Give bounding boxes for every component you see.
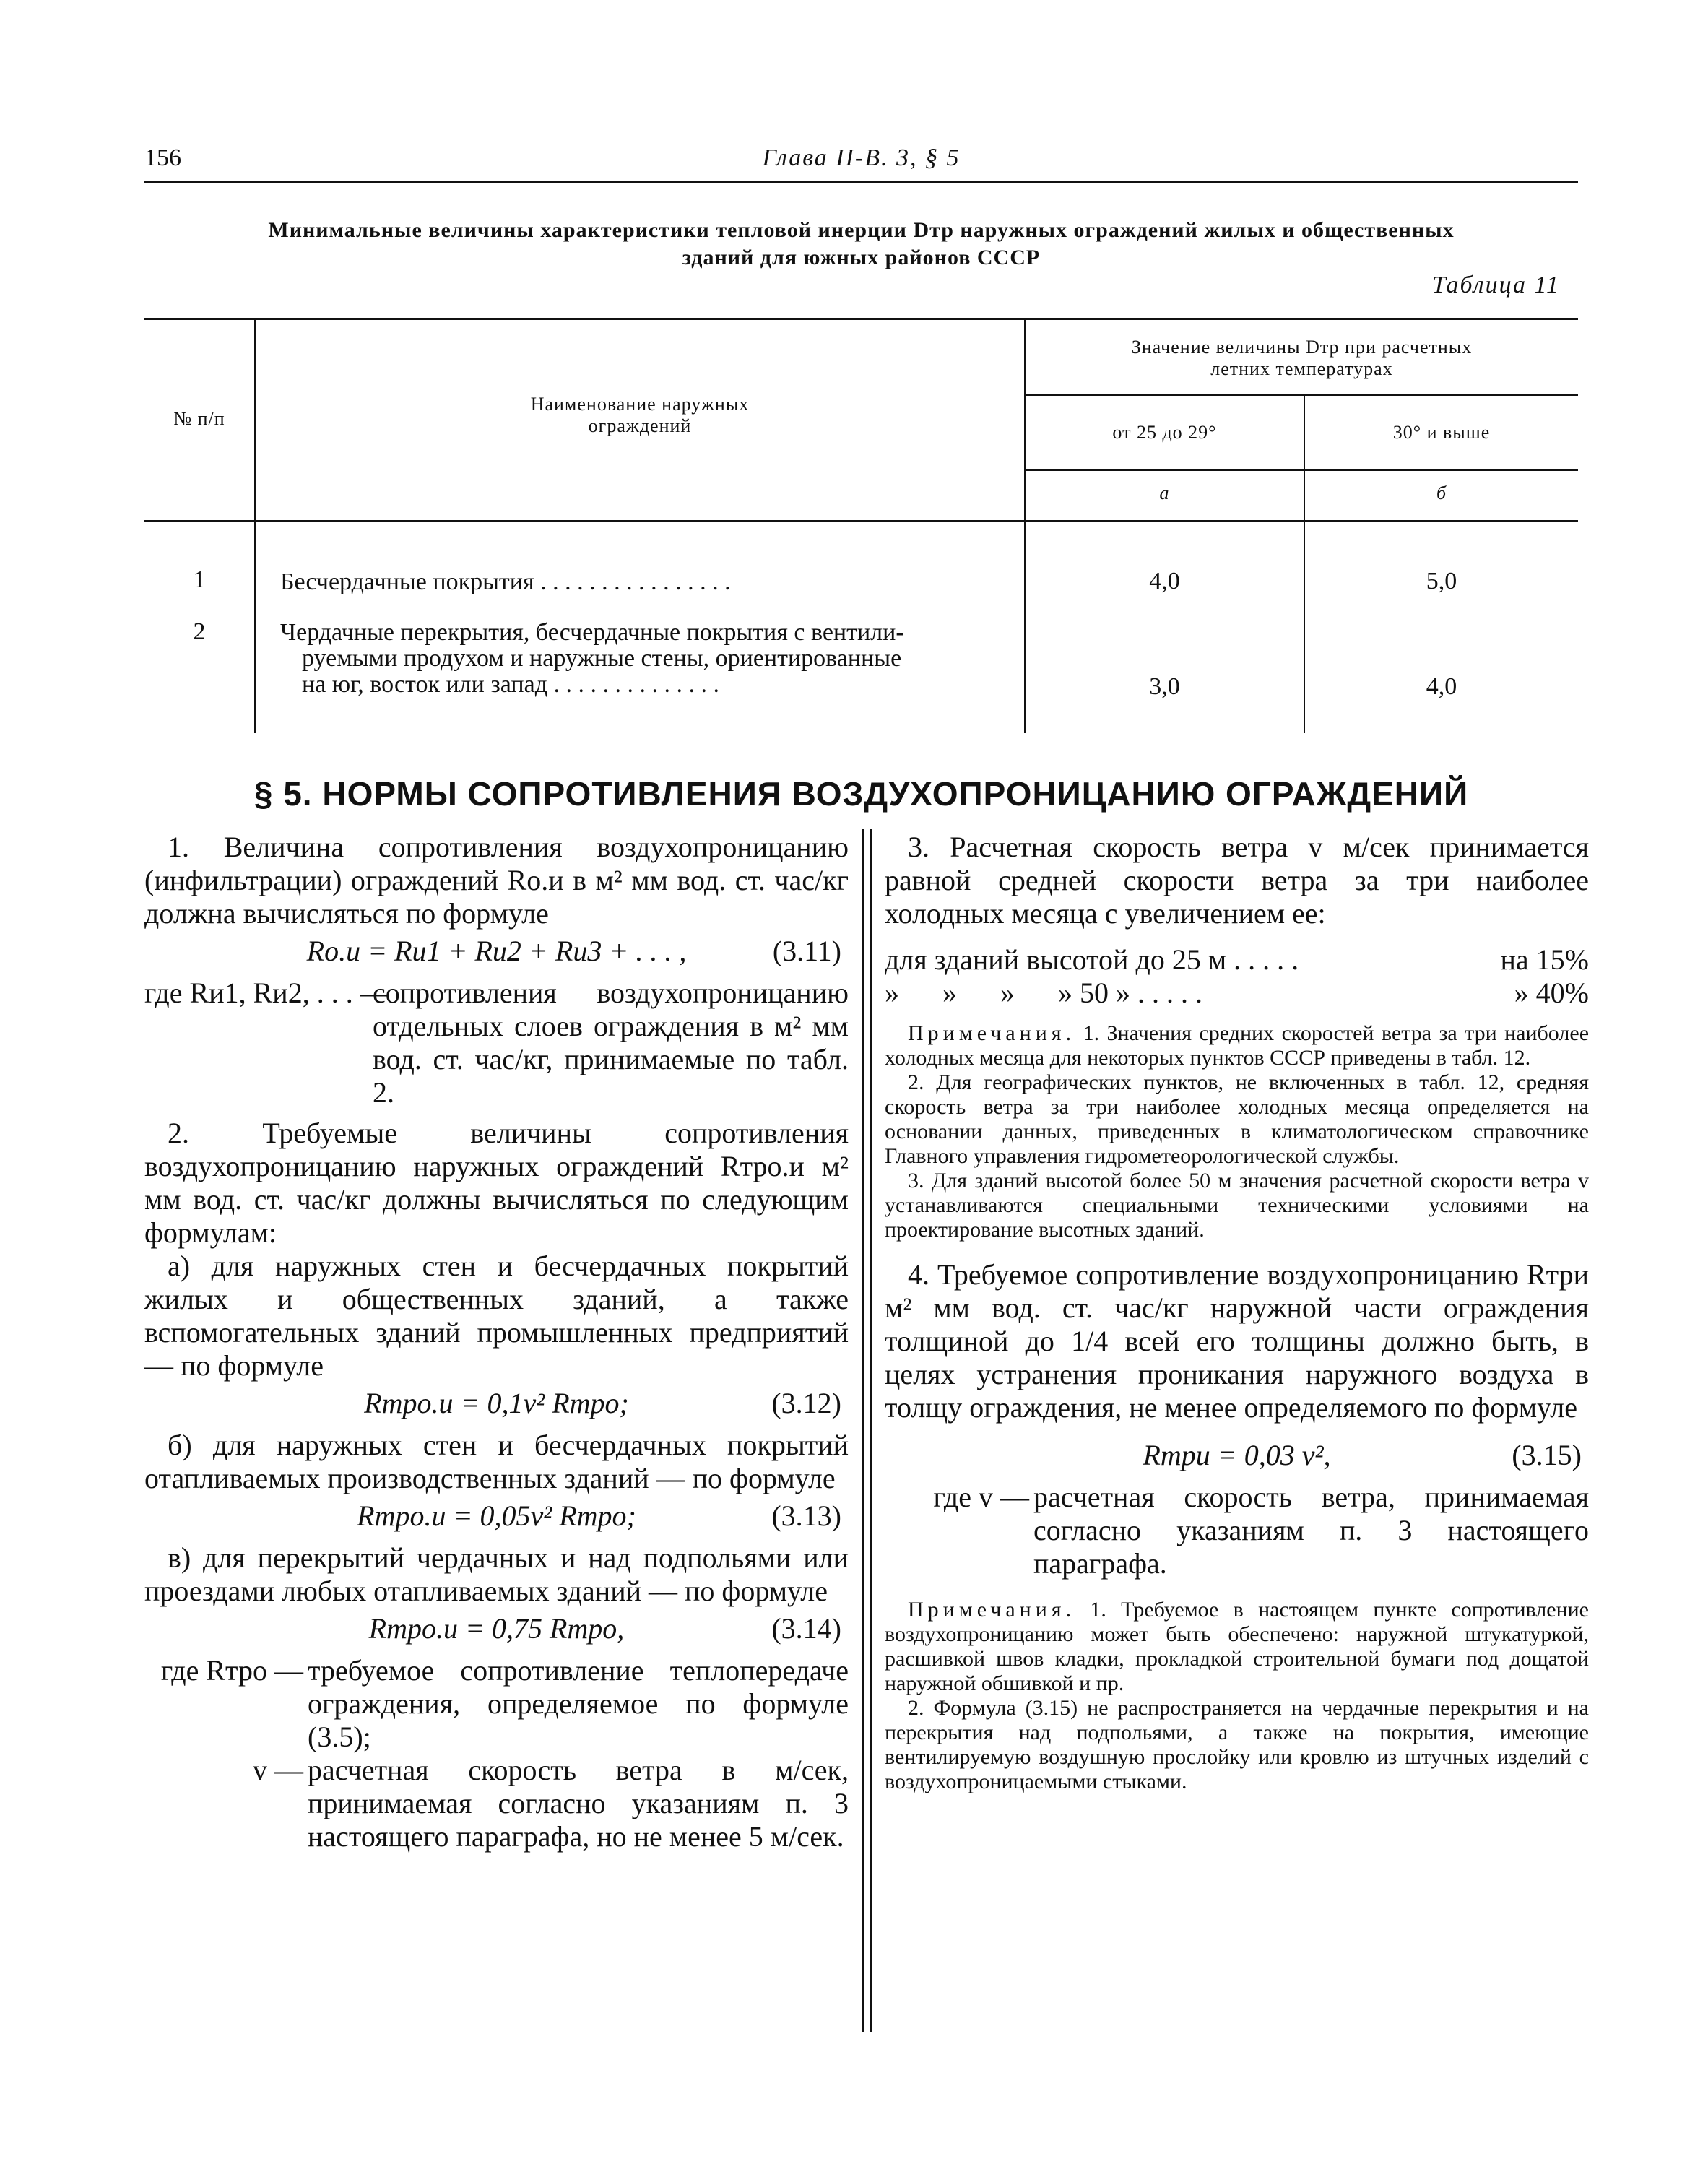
where-2-term: где Rтро —	[160, 1654, 303, 1687]
left-column	[144, 831, 849, 1853]
right-column	[885, 831, 1589, 1794]
header-col-b: 30° и выше	[1392, 422, 1491, 443]
header-letter-a: а	[1159, 482, 1170, 503]
speed-row-1-value: на 15%	[1500, 943, 1589, 976]
paragraph-3: 3. Расчетная скорость ветра v м/сек принимается равной средней скорости ветра за три наиболее холодных месяца с увеличением ее:	[885, 831, 1589, 930]
table-label: Таблица 11	[1431, 272, 1560, 298]
table-rule-header-bottom	[144, 520, 1578, 522]
table-row-2-a: 3,0	[1149, 673, 1180, 700]
formula-3-11-expr: Rо.и = Rи1 + Rи2 + Rи3 + . . . ,	[306, 935, 687, 967]
header-col-a: от 25 до 29°	[1112, 422, 1217, 443]
section-title: § 5. НОРМЫ СОПРОТИВЛЕНИЯ ВОЗДУХОПРОНИЦАНИЮ ОГРАЖДЕНИЙ	[253, 775, 1469, 813]
formula-3-14-expr: Rтро.и = 0,75 Rтро,	[368, 1612, 625, 1645]
table-row-2-no: 2	[193, 618, 206, 645]
where-2-desc: требуемое сопротивление теплопередаче ограждения, определяемое по формуле (3.5);	[308, 1654, 849, 1753]
paragraph-2b: б) для наружных стен и бесчердачных покрытий отапливаемых производственных зданий — по формуле	[144, 1429, 849, 1494]
formula-3-13	[144, 1499, 849, 1537]
where-block-3	[144, 1754, 849, 1853]
paragraph-1: 1. Величина сопротивления воздухопроницанию (инфильтрации) ограждений Rо.и в м² мм вод. ст. час/кг должна вычисляться по формуле	[144, 831, 849, 930]
notes-1-item-3: 3. Для зданий высотой более 50 м значения расчетной скорости ветра v устанавливаются специальными техническими условиями на проектирование высотных зданий.	[885, 1169, 1589, 1242]
paragraph-4: 4. Требуемое сопротивление воздухопроницанию Rтри м² мм вод. ст. час/кг наружной части ограждения толщиной до 1/4 всей его толщины должно быть, в целях устранения проникания наружного воздуха в толщу ограждения, не менее определяемого по формуле	[885, 1258, 1589, 1424]
speed-row-2	[885, 977, 1589, 1010]
notes-2-item-2: 2. Формула (3.15) не распространяется на чердачные перекрытия и на перекрытия над подпольями, а также на покрытия, имеющие вентилируемую воздушную прослойку или кровлю из штучных изделий с воздухопроницаемыми стыками.	[885, 1696, 1589, 1793]
where-1-desc: сопротивления воздухопроницанию отдельных слоев ограждения в м² мм вод. ст. час/кг, принимаемые по табл. 2.	[373, 977, 849, 1109]
notes-block-1	[885, 1021, 1589, 1242]
table-rule-top	[144, 318, 1578, 320]
formula-3-15	[885, 1439, 1589, 1476]
notes-1-item-2: 2. Для географических пунктов, не включенных в табл. 12, средняя скорость ветра за три наиболее холодных месяца определяется на основании данных, приведенных в климатологическом справочнике Главного управления гидрометеорологической службы.	[885, 1070, 1589, 1168]
table-row-1-name: Бесчердачные покрытия . . . . . . . . . . . . . . . .	[280, 568, 731, 595]
column-divider	[862, 829, 872, 2032]
table-rule-v2	[1024, 318, 1026, 733]
notes-1-heading: Примечания.	[908, 1021, 1076, 1045]
table-row-2-b: 4,0	[1426, 673, 1457, 700]
data-table	[0, 0, 1708, 766]
formula-3-11	[144, 935, 849, 972]
where-3-term: v —	[253, 1754, 303, 1786]
table-title-line-2: зданий для южных районов СССР	[682, 246, 1041, 269]
table-rule-sub2	[1024, 469, 1578, 471]
speed-row-1	[885, 943, 1589, 977]
chapter-title: Глава II-В. 3, § 5	[762, 144, 961, 171]
where-3-desc: расчетная скорость ветра в м/сек, принимаемая согласно указаниям п. 3 настоящего параграфа, но не менее 5 м/сек.	[308, 1754, 849, 1853]
header-no: № п/п	[173, 408, 225, 429]
paragraph-2: 2. Требуемые величины сопротивления воздухопроницанию наружных ограждений Rтро.и м² мм вод. ст. час/кг должны вычисляться по следующим формулам:	[144, 1117, 849, 1249]
formula-3-15-number: (3.15)	[1512, 1439, 1582, 1471]
header-name: Наименование наружных ограждений	[530, 394, 750, 436]
paragraph-2v: в) для перекрытий чердачных и над подпольями или проездами любых отапливаемых зданий — по формуле	[144, 1541, 849, 1607]
speed-row-2-value: » 40%	[1514, 977, 1589, 1009]
where-4-term: где v —	[933, 1481, 1029, 1513]
paragraph-2a: а) для наружных стен и бесчердачных покрытий жилых и общественных зданий, а также вспомогательных зданий промышленных предприятий — по формуле	[144, 1250, 849, 1382]
table-row-1-b: 5,0	[1426, 568, 1457, 594]
header-value: Значение величины Dтр при расчетных летних температурах	[1131, 337, 1473, 379]
formula-3-14	[144, 1612, 849, 1650]
page-number: 156	[144, 144, 181, 171]
where-block-2	[144, 1654, 849, 1754]
speed-row-1-label: для зданий высотой до 25 м . . . . .	[885, 943, 1299, 976]
table-rule-sub1	[1024, 394, 1578, 396]
formula-3-12-number: (3.12)	[771, 1387, 841, 1419]
formula-3-11-number: (3.11)	[772, 935, 841, 967]
where-1-term: где Rи1, Rи2, . . . —	[144, 977, 389, 1009]
notes-block-2	[885, 1598, 1589, 1794]
header-letter-b: б	[1436, 482, 1447, 503]
formula-3-13-expr: Rтро.и = 0,05v² Rтро;	[357, 1499, 636, 1532]
formula-3-12-expr: Rтро.и = 0,1v² Rтро;	[364, 1387, 629, 1419]
notes-1-item-1: Примечания. 1. Значения средних скоростей ветра за три наиболее холодных месяца для некоторых пунктов СССР приведены в табл. 12.	[885, 1021, 1590, 1070]
formula-3-13-number: (3.13)	[771, 1499, 841, 1532]
notes-2-heading: Примечания.	[908, 1598, 1076, 1622]
formula-3-12	[144, 1387, 849, 1424]
where-4-desc: расчетная скорость ветра, принимаемая согласно указаниям п. 3 настоящего параграфа.	[1033, 1481, 1589, 1580]
table-rule-v1	[254, 318, 256, 733]
table-title-line-1: Минимальные величины характеристики тепловой инерции Dтр наружных ограждений жилых и общественных	[268, 218, 1455, 242]
formula-3-15-expr: Rтри = 0,03 v²,	[1143, 1439, 1331, 1471]
speed-row-2-label: » » » » 50 » . . . . .	[885, 977, 1202, 1009]
table-row-2-name: Чердачные перекрытия, бесчердачные покрытия с вентили- руемыми продухом и наружные стены, ориентированные на юг, восток или запад . . . . . . . . . . . . . .	[280, 619, 904, 698]
table-row-1-a: 4,0	[1149, 568, 1180, 594]
table-row-1-no: 1	[193, 566, 206, 593]
where-block-1	[144, 977, 849, 1109]
formula-3-14-number: (3.14)	[771, 1612, 841, 1645]
notes-2-item-1: Примечания. 1. Требуемое в настоящем пункте сопротивление воздухопроницанию может быть обеспечено: наружной штукатуркой, расшивкой швов кладки, прокладкой строительной бумаги под дощатой наружной обшивкой и пр.	[885, 1598, 1590, 1695]
where-block-4	[885, 1481, 1589, 1580]
